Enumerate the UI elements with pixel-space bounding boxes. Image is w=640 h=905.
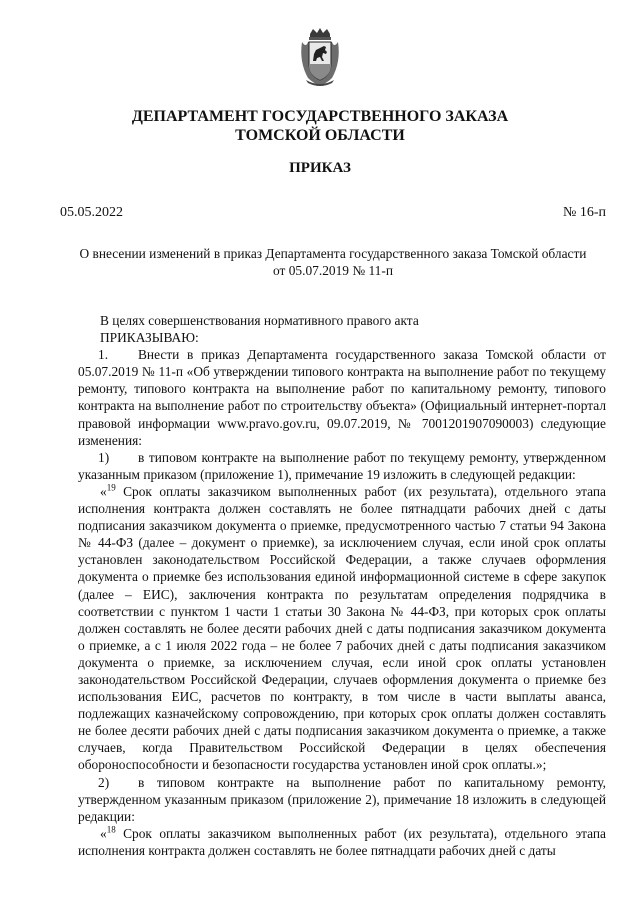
order-date: 05.05.2022	[60, 205, 123, 220]
order-number: № 16-п	[562, 205, 606, 220]
footnote-ref-19: 19	[106, 482, 116, 493]
subject-line2: от 05.07.2019 № 11-п	[273, 263, 393, 278]
order-body	[78, 312, 606, 859]
organization-name-line1: ДЕПАРТАМЕНТ ГОСУДАРСТВЕННОГО ЗАКАЗА	[131, 108, 509, 125]
order-subject	[60, 245, 606, 279]
subitem-1	[78, 449, 606, 483]
quote-note-18-text: Срок оплаты заказчиком выполненных работ (их результата), отдельного этапа исполнения контракта должен составлять не более пятнадцати рабочих дней с даты	[78, 825, 606, 858]
organization-name-line2: ТОМСКОЙ ОБЛАСТИ	[235, 127, 405, 144]
subject-line1: О внесении изменений в приказ Департамента государственного заказа Томской области	[79, 246, 587, 261]
subitem-1-text: в типовом контракте на выполнение работ по текущему ремонту, утвержденном указанным приказом (приложение 1), примечание 19 изложить в следующей редакции:	[78, 449, 606, 482]
quote-note-19	[78, 483, 606, 774]
item-1-text: Внести в приказ Департамента государственного заказа Томской области от 05.07.2019 № 11-п «Об утверждении типового контракта на выполнение работ по текущему ремонту, типового контракта на выполнение работ по капитальному ремонту, типового контракта на выполнение работ по строительству объекта» (Официальный интернет-портал правовой информации www.pravo.gov.ru, 09.07.2019, № 7001201907090003) следующие изменения:	[78, 347, 606, 448]
item-1	[78, 346, 606, 449]
order-word: ПРИКАЗЫВАЮ:	[100, 330, 199, 346]
subitem-2-number: 2)	[98, 774, 110, 790]
quote-open-mark: «	[100, 483, 107, 499]
subitem-1-number: 1)	[98, 449, 110, 465]
quote-open-mark: «	[100, 825, 107, 841]
quote-note-18	[78, 825, 606, 859]
preamble: В целях совершенствования нормативного правого акта	[100, 313, 419, 328]
footnote-ref-18: 18	[106, 824, 116, 835]
tomsk-region-coat-of-arms-icon	[298, 28, 342, 86]
document-type-title: ПРИКАЗ	[289, 160, 351, 176]
item-1-number: 1.	[98, 347, 109, 363]
subitem-2-text: в типовом контракте на выполнение работ по капитальному ремонту, утвержденном указанным приказом (приложение 2), примечание 18 изложить в следующей редакции:	[78, 774, 606, 824]
quote-note-19-text: Срок оплаты заказчиком выполненных работ (их результата), отдельного этапа исполнения контракта должен составлять не более пятнадцати рабочих дней с даты подписания заказчиком документа о приемке, предусмотренного частью 7 статьи 94 Закона № 44-ФЗ (далее – документ о приемке), за исключением случая, если иной срок оплаты установлен законодательством Российской Федерации, а также случаев оформления документа о приемке без использования единой информационной системе в сфере закупок (далее – ЕИС), заключения контракта по результатам определения подрядчика в соответствии с пунктом 1 части 1 статьи 30 Закона № 44-ФЗ, при которых срок оплаты должен составлять не более десяти рабочих дней с даты подписания заказчиком документа о приемке, а с 1 июля 2022 года – не более 7 рабочих дней с даты подписания заказчиком документа о приемке, за исключением случая, если иной срок оплаты установлен законодательством Российской Федерации, случаев оформления документа о приемке без использования ЕИС, расчетов по контракту, в том числе в части выплаты аванса, подлежащих казначейскому сопровождению, при которых срок оплаты должен составлять не более десяти рабочих дней с даты подписания заказчиком документа о приемке, а также случаев, когда Правительством Российской Федерации в целях обеспечения обороноспособности и безопасности государства установлен иной срок оплаты.»;	[78, 483, 606, 773]
subitem-2	[78, 774, 606, 825]
